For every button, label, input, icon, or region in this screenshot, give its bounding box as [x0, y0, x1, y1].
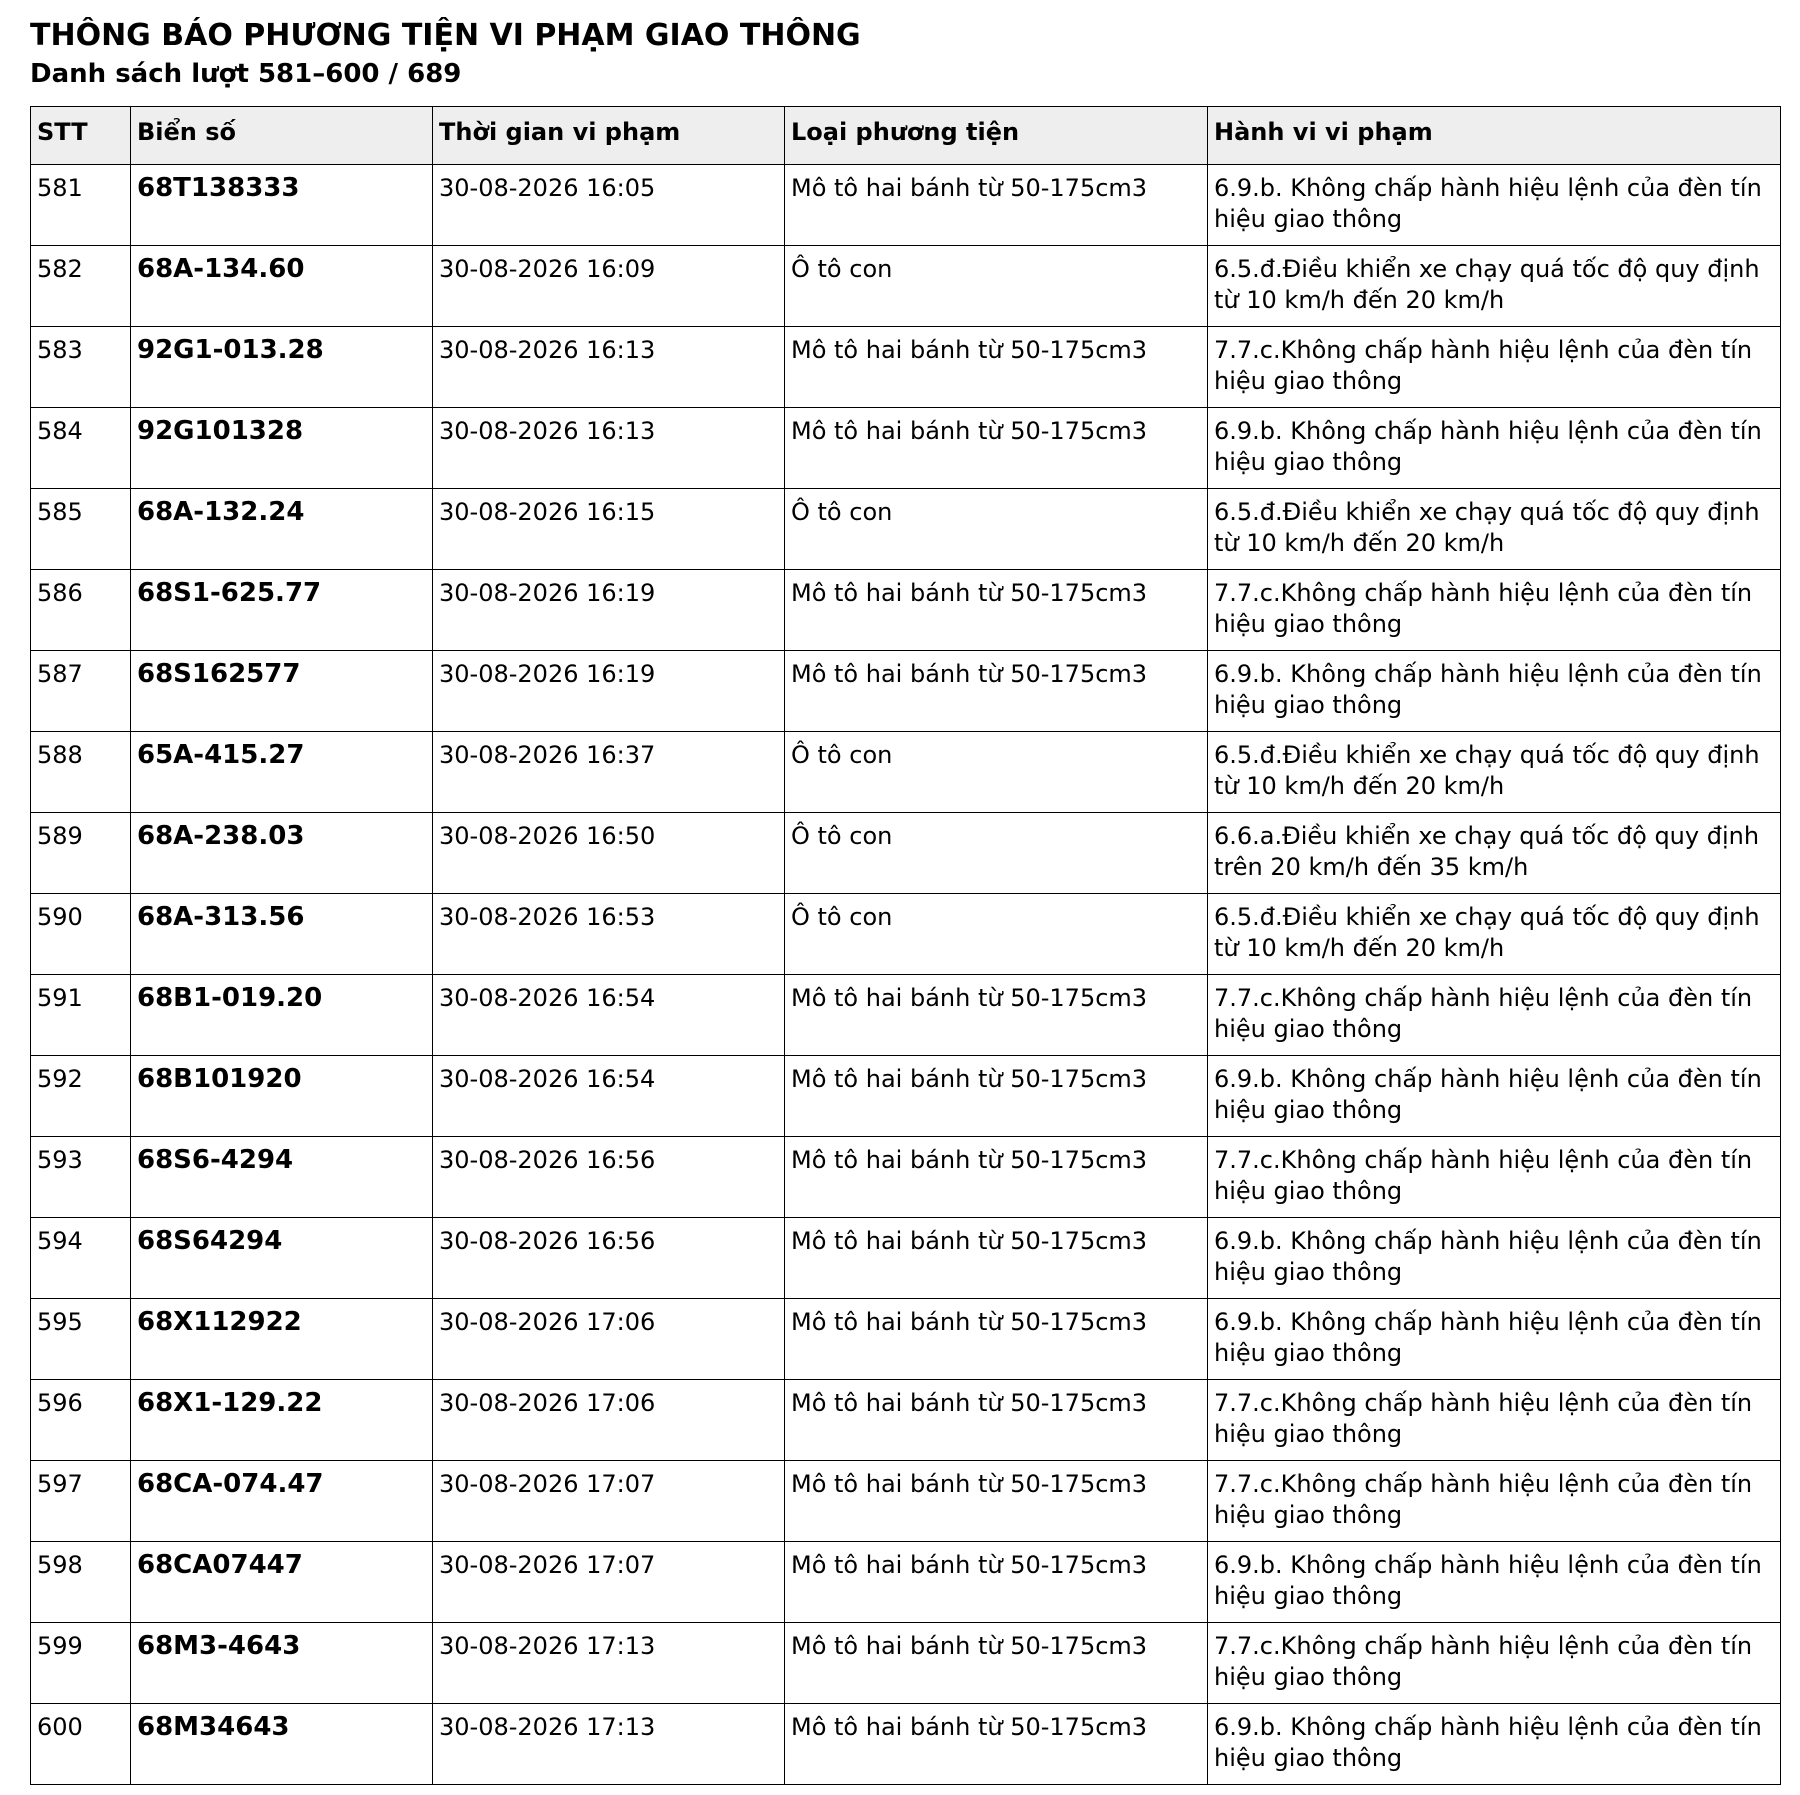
- cell-plate: 68B1-019.20: [131, 975, 433, 1056]
- cell-vehicle: Mô tô hai bánh từ 50-175cm3: [785, 327, 1208, 408]
- cell-vehicle: Mô tô hai bánh từ 50-175cm3: [785, 975, 1208, 1056]
- cell-vehicle: Mô tô hai bánh từ 50-175cm3: [785, 1218, 1208, 1299]
- cell-plate: 68B101920: [131, 1056, 433, 1137]
- table-header-row: [31, 107, 1781, 165]
- cell-plate: 68S1-625.77: [131, 570, 433, 651]
- table-row: [31, 1623, 1781, 1704]
- cell-stt: 581: [31, 165, 131, 246]
- table-body: [31, 165, 1781, 1785]
- table-row: [31, 1461, 1781, 1542]
- table-row: [31, 894, 1781, 975]
- page-title: THÔNG BÁO PHƯƠNG TIỆN VI PHẠM GIAO THÔNG: [30, 18, 861, 53]
- cell-vehicle: Ô tô con: [785, 489, 1208, 570]
- table-row: [31, 651, 1781, 732]
- column-header-time: Thời gian vi phạm: [433, 107, 785, 165]
- cell-plate: 68S162577: [131, 651, 433, 732]
- cell-vehicle: Mô tô hai bánh từ 50-175cm3: [785, 1623, 1208, 1704]
- cell-stt: 593: [31, 1137, 131, 1218]
- cell-violation: 7.7.c.Không chấp hành hiệu lệnh của đèn tín hiệu giao thông: [1208, 1137, 1781, 1218]
- cell-plate: 68M3-4643: [131, 1623, 433, 1704]
- cell-time: 30-08-2026 16:05: [433, 165, 785, 246]
- table-row: [31, 813, 1781, 894]
- cell-time: 30-08-2026 16:53: [433, 894, 785, 975]
- cell-stt: 599: [31, 1623, 131, 1704]
- cell-plate: 68S6-4294: [131, 1137, 433, 1218]
- cell-plate: 68T138333: [131, 165, 433, 246]
- table-row: [31, 1542, 1781, 1623]
- cell-plate: 68CA-074.47: [131, 1461, 433, 1542]
- cell-plate: 68A-313.56: [131, 894, 433, 975]
- cell-violation: 6.9.b. Không chấp hành hiệu lệnh của đèn tín hiệu giao thông: [1208, 1056, 1781, 1137]
- cell-stt: 590: [31, 894, 131, 975]
- cell-violation: 6.5.đ.Điều khiển xe chạy quá tốc độ quy định từ 10 km/h đến 20 km/h: [1208, 489, 1781, 570]
- cell-stt: 598: [31, 1542, 131, 1623]
- cell-stt: 587: [31, 651, 131, 732]
- cell-stt: 597: [31, 1461, 131, 1542]
- cell-plate: 68CA07447: [131, 1542, 433, 1623]
- cell-violation: 7.7.c.Không chấp hành hiệu lệnh của đèn tín hiệu giao thông: [1208, 1380, 1781, 1461]
- cell-violation: 7.7.c.Không chấp hành hiệu lệnh của đèn tín hiệu giao thông: [1208, 570, 1781, 651]
- cell-plate: 68M34643: [131, 1704, 433, 1785]
- cell-plate: 92G1-013.28: [131, 327, 433, 408]
- table-row: [31, 246, 1781, 327]
- cell-stt: 600: [31, 1704, 131, 1785]
- cell-vehicle: Mô tô hai bánh từ 50-175cm3: [785, 408, 1208, 489]
- table-row: [31, 1056, 1781, 1137]
- cell-violation: 7.7.c.Không chấp hành hiệu lệnh của đèn tín hiệu giao thông: [1208, 1461, 1781, 1542]
- cell-plate: 68X1-129.22: [131, 1380, 433, 1461]
- cell-vehicle: Mô tô hai bánh từ 50-175cm3: [785, 1380, 1208, 1461]
- cell-violation: 6.9.b. Không chấp hành hiệu lệnh của đèn tín hiệu giao thông: [1208, 1542, 1781, 1623]
- cell-vehicle: Mô tô hai bánh từ 50-175cm3: [785, 1299, 1208, 1380]
- cell-violation: 7.7.c.Không chấp hành hiệu lệnh của đèn tín hiệu giao thông: [1208, 975, 1781, 1056]
- cell-stt: 594: [31, 1218, 131, 1299]
- cell-vehicle: Mô tô hai bánh từ 50-175cm3: [785, 165, 1208, 246]
- table-row: [31, 165, 1781, 246]
- cell-time: 30-08-2026 17:07: [433, 1542, 785, 1623]
- table-row: [31, 1704, 1781, 1785]
- cell-time: 30-08-2026 17:13: [433, 1704, 785, 1785]
- column-header-plate: Biển số: [131, 107, 433, 165]
- cell-violation: 6.6.a.Điều khiển xe chạy quá tốc độ quy định trên 20 km/h đến 35 km/h: [1208, 813, 1781, 894]
- cell-time: 30-08-2026 16:15: [433, 489, 785, 570]
- cell-time: 30-08-2026 17:06: [433, 1380, 785, 1461]
- cell-violation: 6.5.đ.Điều khiển xe chạy quá tốc độ quy định từ 10 km/h đến 20 km/h: [1208, 894, 1781, 975]
- table-row: [31, 570, 1781, 651]
- cell-violation: 6.9.b. Không chấp hành hiệu lệnh của đèn tín hiệu giao thông: [1208, 1218, 1781, 1299]
- cell-violation: 7.7.c.Không chấp hành hiệu lệnh của đèn tín hiệu giao thông: [1208, 1623, 1781, 1704]
- table-row: [31, 975, 1781, 1056]
- cell-time: 30-08-2026 16:54: [433, 975, 785, 1056]
- cell-plate: 92G101328: [131, 408, 433, 489]
- cell-vehicle: Ô tô con: [785, 732, 1208, 813]
- cell-stt: 585: [31, 489, 131, 570]
- cell-time: 30-08-2026 16:19: [433, 651, 785, 732]
- cell-vehicle: Mô tô hai bánh từ 50-175cm3: [785, 1542, 1208, 1623]
- table-row: [31, 1299, 1781, 1380]
- cell-time: 30-08-2026 16:50: [433, 813, 785, 894]
- cell-violation: 6.9.b. Không chấp hành hiệu lệnh của đèn tín hiệu giao thông: [1208, 165, 1781, 246]
- cell-plate: 68A-134.60: [131, 246, 433, 327]
- table-row: [31, 732, 1781, 813]
- table-row: [31, 489, 1781, 570]
- cell-violation: 6.9.b. Không chấp hành hiệu lệnh của đèn tín hiệu giao thông: [1208, 408, 1781, 489]
- column-header-violation: Hành vi vi phạm: [1208, 107, 1781, 165]
- cell-violation: 6.5.đ.Điều khiển xe chạy quá tốc độ quy định từ 10 km/h đến 20 km/h: [1208, 246, 1781, 327]
- cell-vehicle: Ô tô con: [785, 813, 1208, 894]
- table-row: [31, 408, 1781, 489]
- column-header-stt: STT: [31, 107, 131, 165]
- cell-violation: 6.5.đ.Điều khiển xe chạy quá tốc độ quy định từ 10 km/h đến 20 km/h: [1208, 732, 1781, 813]
- violations-table: [30, 106, 1781, 1785]
- cell-time: 30-08-2026 16:13: [433, 408, 785, 489]
- cell-time: 30-08-2026 16:56: [433, 1137, 785, 1218]
- cell-violation: 6.9.b. Không chấp hành hiệu lệnh của đèn tín hiệu giao thông: [1208, 1704, 1781, 1785]
- table-row: [31, 1218, 1781, 1299]
- cell-time: 30-08-2026 17:06: [433, 1299, 785, 1380]
- cell-stt: 589: [31, 813, 131, 894]
- table-row: [31, 1380, 1781, 1461]
- cell-vehicle: Mô tô hai bánh từ 50-175cm3: [785, 651, 1208, 732]
- cell-plate: 68S64294: [131, 1218, 433, 1299]
- cell-time: 30-08-2026 16:54: [433, 1056, 785, 1137]
- cell-time: 30-08-2026 17:07: [433, 1461, 785, 1542]
- cell-stt: 588: [31, 732, 131, 813]
- cell-time: 30-08-2026 16:19: [433, 570, 785, 651]
- cell-violation: 6.9.b. Không chấp hành hiệu lệnh của đèn tín hiệu giao thông: [1208, 651, 1781, 732]
- cell-time: 30-08-2026 16:09: [433, 246, 785, 327]
- cell-time: 30-08-2026 17:13: [433, 1623, 785, 1704]
- cell-violation: 6.9.b. Không chấp hành hiệu lệnh của đèn tín hiệu giao thông: [1208, 1299, 1781, 1380]
- cell-stt: 596: [31, 1380, 131, 1461]
- page-subtitle: Danh sách lượt 581–600 / 689: [30, 59, 462, 89]
- cell-vehicle: Ô tô con: [785, 246, 1208, 327]
- cell-time: 30-08-2026 16:13: [433, 327, 785, 408]
- cell-stt: 582: [31, 246, 131, 327]
- table-row: [31, 327, 1781, 408]
- cell-vehicle: Mô tô hai bánh từ 50-175cm3: [785, 570, 1208, 651]
- cell-vehicle: Mô tô hai bánh từ 50-175cm3: [785, 1461, 1208, 1542]
- cell-plate: 65A-415.27: [131, 732, 433, 813]
- cell-plate: 68X112922: [131, 1299, 433, 1380]
- cell-stt: 586: [31, 570, 131, 651]
- cell-time: 30-08-2026 16:37: [433, 732, 785, 813]
- cell-time: 30-08-2026 16:56: [433, 1218, 785, 1299]
- cell-stt: 591: [31, 975, 131, 1056]
- cell-vehicle: Mô tô hai bánh từ 50-175cm3: [785, 1056, 1208, 1137]
- cell-vehicle: Mô tô hai bánh từ 50-175cm3: [785, 1704, 1208, 1785]
- cell-stt: 592: [31, 1056, 131, 1137]
- cell-vehicle: Mô tô hai bánh từ 50-175cm3: [785, 1137, 1208, 1218]
- cell-stt: 583: [31, 327, 131, 408]
- cell-stt: 595: [31, 1299, 131, 1380]
- cell-plate: 68A-132.24: [131, 489, 433, 570]
- cell-vehicle: Ô tô con: [785, 894, 1208, 975]
- cell-stt: 584: [31, 408, 131, 489]
- cell-violation: 7.7.c.Không chấp hành hiệu lệnh của đèn tín hiệu giao thông: [1208, 327, 1781, 408]
- column-header-vehicle: Loại phương tiện: [785, 107, 1208, 165]
- cell-plate: 68A-238.03: [131, 813, 433, 894]
- table-row: [31, 1137, 1781, 1218]
